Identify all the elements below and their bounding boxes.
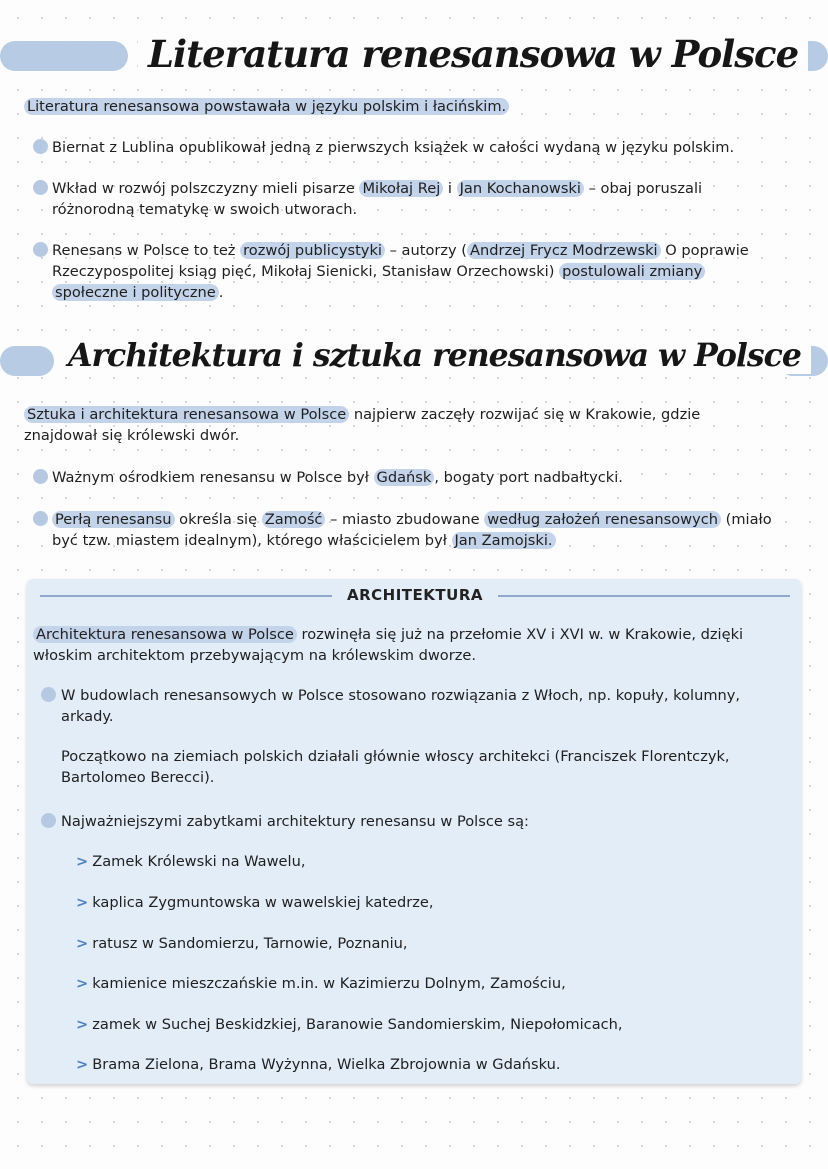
highlight: Andrzej Frycz Modrzewski bbox=[467, 242, 661, 259]
highlight: Sztuka i architektura renesansowa w Polsce bbox=[24, 406, 349, 423]
text: – miasto zbudowane bbox=[325, 511, 485, 528]
chevron-right-icon: > bbox=[76, 853, 89, 870]
text: Rzeczypospolitej ksiąg pięć, Mikołaj Sienicki, Stanisław Orzechowski) bbox=[52, 263, 560, 280]
text: być tzw. miastem idealnym), którego właścicielem był bbox=[52, 532, 452, 549]
title-bar-left bbox=[0, 41, 128, 71]
section1-bullet-1: Biernat z Lublina opublikował jedną z pierwszych książek w całości wydaną w języku polskim. bbox=[52, 139, 735, 156]
text: Wkład w rozwój polszczyzny mieli pisarze bbox=[52, 180, 360, 197]
list-item-text: Brama Zielona, Brama Wyżynna, Wielka Zbrojownia w Gdańsku. bbox=[92, 1056, 561, 1073]
bullet-dot bbox=[33, 180, 48, 195]
section2-title: Architektura i sztuka renesansowa w Polsce bbox=[58, 337, 811, 374]
chevron-right-icon: > bbox=[76, 1056, 89, 1073]
box-bullet-1-line1: W budowlach renesansowych w Polsce stosowano rozwiązania z Włoch, np. kopuły, kolumny, bbox=[61, 687, 741, 704]
section2-intro-line2: znajdował się królewski dwór. bbox=[24, 427, 240, 444]
list-item-text: kaplica Zygmuntowska w wawelskiej katedrze, bbox=[92, 894, 434, 911]
section1-bullet-2-line1 bbox=[52, 178, 702, 199]
bullet-dot bbox=[33, 469, 48, 484]
highlight: Gdańsk bbox=[374, 469, 435, 486]
highlight: Perłą renesansu bbox=[52, 511, 175, 528]
bullet-dot bbox=[33, 511, 48, 526]
highlight: Mikołaj Rej bbox=[359, 180, 443, 197]
highlight: Literatura renesansowa powstawała w języku polskim i łacińskim. bbox=[24, 98, 509, 115]
chevron-right-icon: > bbox=[76, 894, 89, 911]
box-bullet-1-line2: arkady. bbox=[61, 708, 114, 725]
highlight: Jan Zamojski. bbox=[452, 532, 556, 549]
section2-bullet-1 bbox=[52, 467, 623, 488]
box-intro-line1 bbox=[33, 624, 743, 645]
list-item bbox=[76, 1054, 561, 1075]
list-item-text: kamienice mieszczańskie m.in. w Kazimierzu Dolnym, Zamościu, bbox=[92, 975, 566, 992]
title-bar-left bbox=[0, 346, 54, 376]
highlight: Architektura renesansowa w Polsce bbox=[33, 626, 297, 643]
box-label: ARCHITEKTURA bbox=[347, 586, 483, 604]
section1-title: Literatura renesansowa w Polsce bbox=[138, 32, 808, 76]
section1-bullet-2-line2: różnorodną tematykę w swoich utworach. bbox=[52, 201, 358, 218]
bullet-dot bbox=[33, 139, 48, 154]
list-item-text: ratusz w Sandomierzu, Tarnowie, Poznaniu, bbox=[92, 935, 408, 952]
list-item bbox=[76, 933, 408, 954]
text: Renesans w Polsce to też bbox=[52, 242, 241, 259]
list-item-text: Zamek Królewski na Wawelu, bbox=[92, 853, 306, 870]
highlight: postulowali zmiany bbox=[559, 263, 705, 280]
section1-intro bbox=[24, 96, 509, 117]
highlight: Zamość bbox=[262, 511, 326, 528]
text: najpierw zaczęły rozwijać się w Krakowie, gdzie bbox=[349, 406, 701, 423]
section2-intro-line1 bbox=[24, 404, 700, 425]
box-intro-line2: włoskim architektom przebywającym na królewskim dworze. bbox=[33, 647, 477, 664]
text: O poprawie bbox=[660, 242, 749, 259]
highlight: społeczne i polityczne bbox=[52, 284, 219, 301]
list-item-text: zamek w Suchej Beskidzkiej, Baranowie Sandomierskim, Niepołomicach, bbox=[92, 1016, 623, 1033]
highlight: według założeń renesansowych bbox=[484, 511, 721, 528]
text: rozwinęła się już na przełomie XV i XVI w. w Krakowie, dzięki bbox=[296, 626, 744, 643]
chevron-right-icon: > bbox=[76, 975, 89, 992]
text: Ważnym ośrodkiem renesansu w Polsce był bbox=[52, 469, 374, 486]
text: (miało bbox=[721, 511, 772, 528]
chevron-right-icon: > bbox=[76, 1016, 89, 1033]
section2-bullet-2-line2 bbox=[52, 530, 556, 551]
box-rule-left bbox=[40, 595, 332, 597]
bullet-dot bbox=[41, 687, 56, 702]
list-item bbox=[76, 1014, 623, 1035]
bullet-dot bbox=[33, 242, 48, 257]
box-paragraph-line2: Bartolomeo Berecci). bbox=[61, 769, 215, 786]
text: . bbox=[218, 284, 224, 301]
box-bullet-2: Najważniejszymi zabytkami architektury renesansu w Polsce są: bbox=[61, 813, 529, 830]
list-item bbox=[76, 851, 305, 872]
section1-bullet-3-line3 bbox=[52, 282, 223, 303]
box-rule-right bbox=[498, 595, 790, 597]
section2-bullet-2-line1 bbox=[52, 509, 772, 530]
box-paragraph-line1: Początkowo na ziemiach polskich działali głównie włoscy architekci (Franciszek Florentczyk, bbox=[61, 748, 730, 765]
list-item bbox=[76, 973, 566, 994]
bullet-dot bbox=[41, 813, 56, 828]
text: – autorzy ( bbox=[384, 242, 468, 259]
highlight: rozwój publicystyki bbox=[240, 242, 385, 259]
highlight: Jan Kochanowski bbox=[457, 180, 584, 197]
chevron-right-icon: > bbox=[76, 935, 89, 952]
text: i bbox=[443, 180, 457, 197]
text: , bogaty port nadbałtycki. bbox=[434, 469, 623, 486]
list-item bbox=[76, 892, 434, 913]
section1-bullet-3-line2 bbox=[52, 261, 705, 282]
text: – obaj poruszali bbox=[583, 180, 703, 197]
section1-bullet-3-line1 bbox=[52, 240, 749, 261]
text: określa się bbox=[174, 511, 262, 528]
